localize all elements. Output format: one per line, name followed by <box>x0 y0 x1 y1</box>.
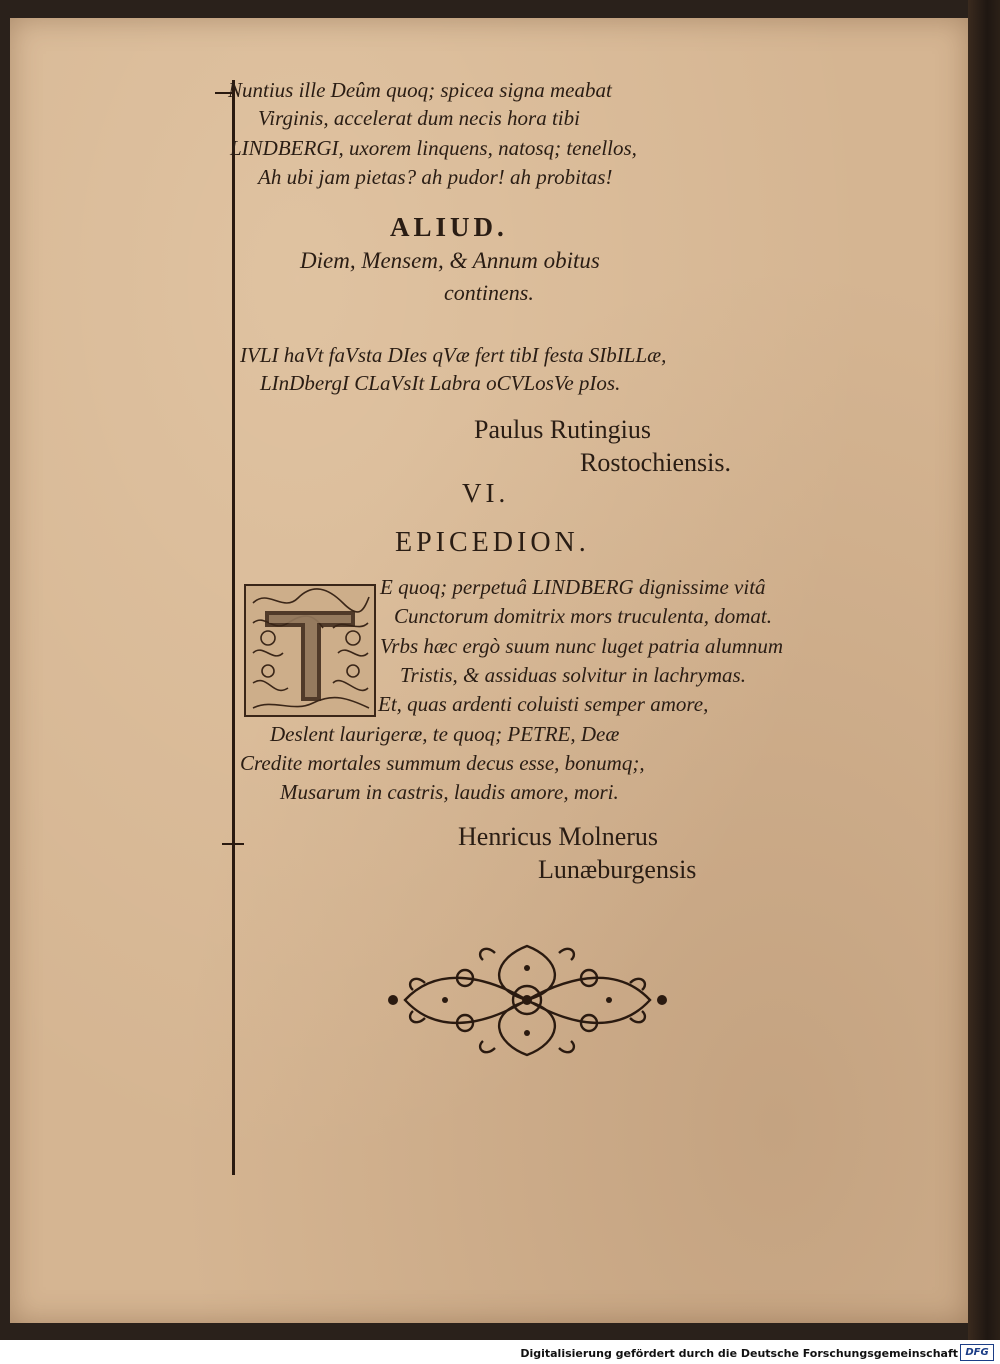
poem2-line: Deslent laurigeræ, te quoq; PETRE, Deæ <box>270 722 620 746</box>
footer-bar <box>0 1340 1000 1364</box>
poem1-line: Ah ubi jam pietas? ah pudor! ah probitas! <box>258 165 613 189</box>
poem2-line: Credite mortales summum decus esse, bonumq;, <box>240 751 645 775</box>
poem1-line: Virginis, accelerat dum necis hora tibi <box>258 106 580 130</box>
footer-credit: Digitalisierung gefördert durch die Deutsche Forschungsgemeinschaft <box>520 1347 958 1360</box>
chronogram-line: LInDbergI CLaVsIt Labra oCVLosVe pIos. <box>260 371 621 395</box>
author-name: Henricus Molnerus <box>458 822 659 851</box>
aliud-subtitle: Diem, Mensem, & Annum obitus <box>300 248 600 273</box>
section-title: EPICEDION. <box>395 527 590 558</box>
poem2-line: Cunctorum domitrix mors truculenta, domat. <box>394 604 772 628</box>
author-origin: Rostochiensis. <box>580 448 731 477</box>
poem2-line: Musarum in castris, laudis amore, mori. <box>280 780 619 804</box>
dfg-logo-icon: DFG <box>960 1344 994 1361</box>
aliud-subtitle: continens. <box>444 280 534 305</box>
poem1-line: Nuntius ille Deûm quoq; spicea signa meabat <box>228 78 612 102</box>
gutter-line <box>232 80 235 1175</box>
book-spine <box>968 0 1000 1340</box>
section-number: VI. <box>462 478 510 508</box>
gutter-tick <box>222 843 244 845</box>
author-origin: Lunæburgensis <box>538 855 697 884</box>
poem2-line: Et, quas ardenti coluisti semper amore, <box>378 692 709 716</box>
author-name: Paulus Rutingius <box>474 415 651 444</box>
decorated-initial-t-icon <box>243 583 377 718</box>
poem1-line: LINDBERGI, uxorem linquens, natosq; tenellos, <box>230 136 637 160</box>
poem2-line: E quoq; perpetuâ LINDBERG dignissime vitâ <box>380 575 766 599</box>
fleuron-ornament-icon <box>385 938 670 1063</box>
poem2-line: Tristis, & assiduas solvitur in lachrymas. <box>400 663 746 687</box>
poem2-line: Vrbs hæc ergò suum nunc luget patria alumnum <box>380 634 784 658</box>
aliud-title: ALIUD. <box>390 212 508 242</box>
chronogram-line: IVLI haVt faVsta DIes qVæ fert tibI festa SIbILLæ, <box>240 343 667 367</box>
